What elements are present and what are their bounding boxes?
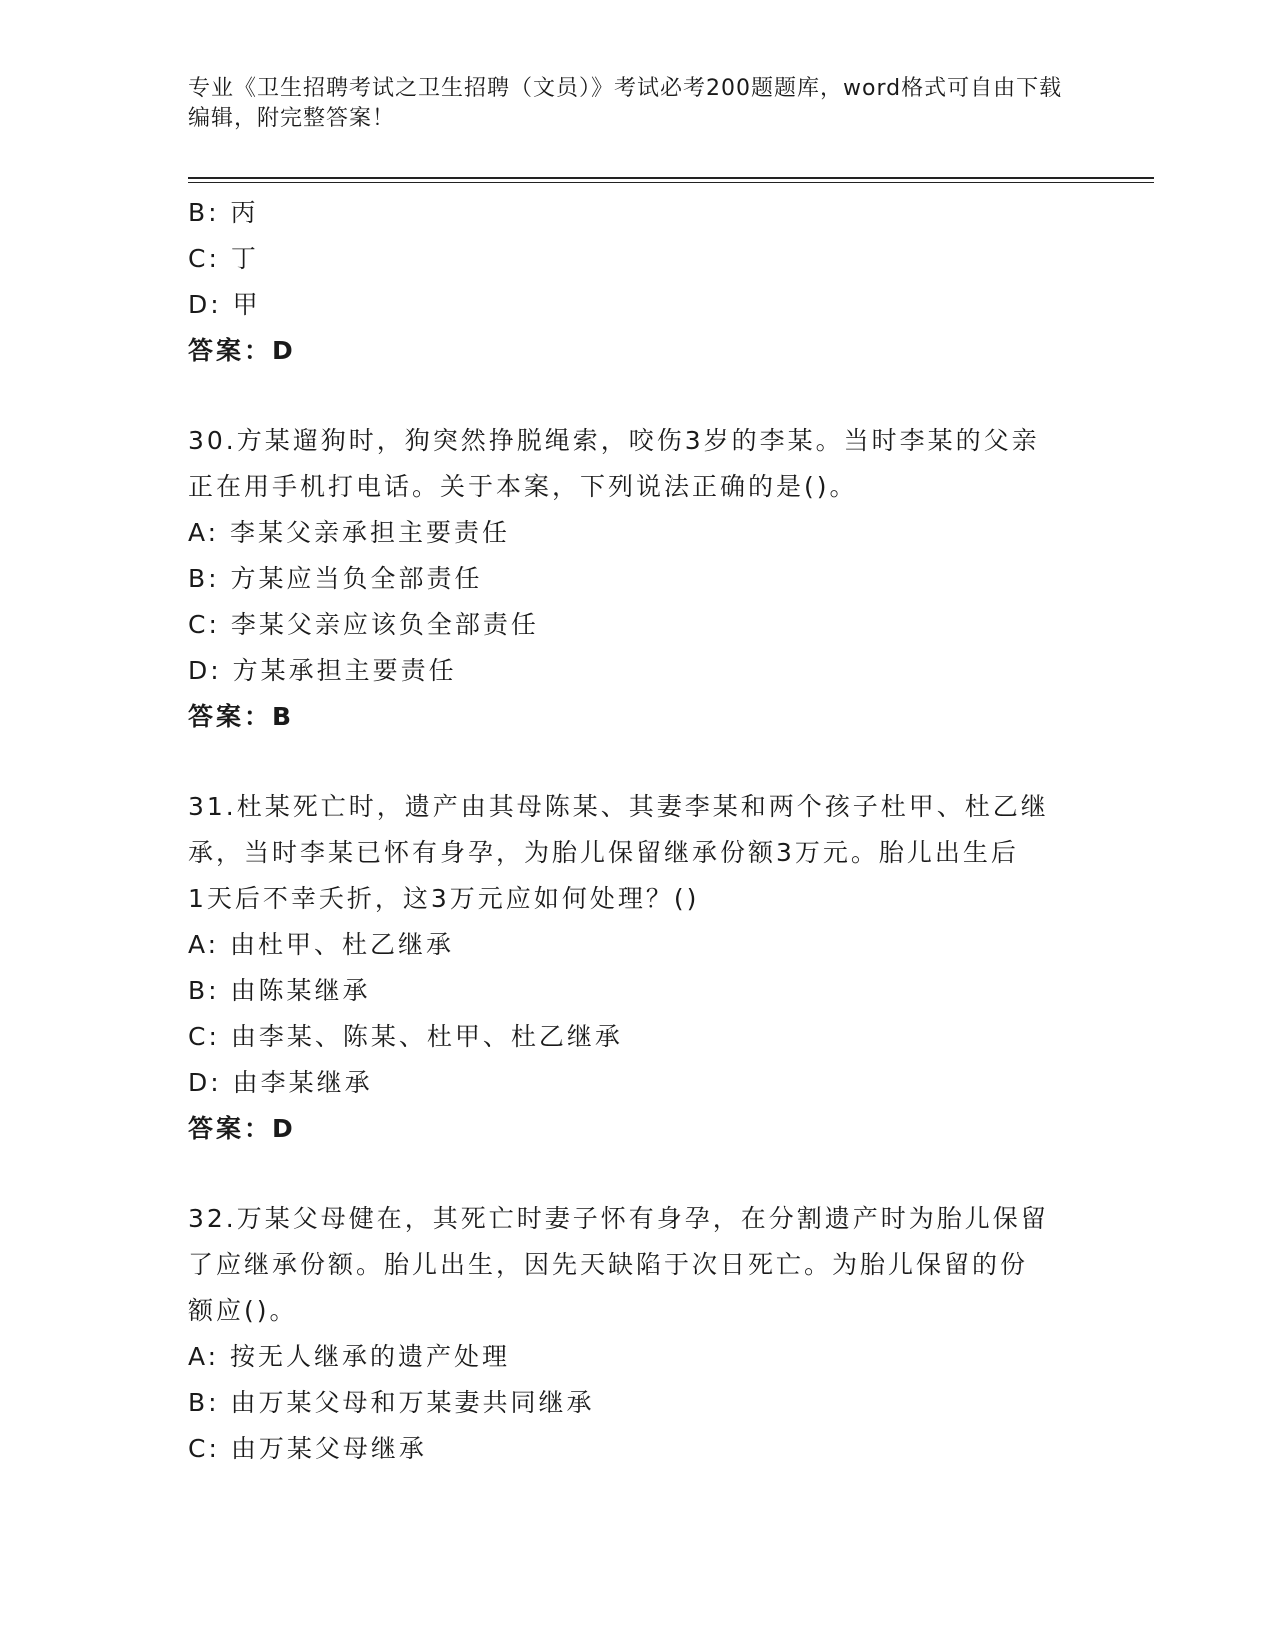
question-stem-line: 承，当时李某已怀有身孕，为胎儿保留继承份额3万元。胎儿出生后 xyxy=(188,838,1019,867)
option-letter: C: xyxy=(188,1022,220,1051)
option-line xyxy=(188,282,1088,328)
option-line xyxy=(188,510,1088,556)
option-line xyxy=(188,602,1088,648)
option-letter: B: xyxy=(188,976,220,1005)
option-letter: B: xyxy=(188,198,220,227)
option-line xyxy=(188,1334,1088,1380)
option-text: 由万某父母继承 xyxy=(230,1434,427,1463)
question-stem-line: 31.杜某死亡时，遗产由其母陈某、其妻李某和两个孩子杜甲、杜乙继 xyxy=(188,792,1049,821)
document-body xyxy=(188,190,1088,1472)
option-letter: B: xyxy=(188,1388,220,1417)
option-text: 丁 xyxy=(230,244,259,273)
option-line xyxy=(188,236,1088,282)
option-text: 甲 xyxy=(232,290,261,319)
option-letter: D: xyxy=(188,656,222,685)
option-text: 由李某、陈某、杜甲、杜乙继承 xyxy=(230,1022,623,1051)
option-text: 李某父亲承担主要责任 xyxy=(230,518,511,547)
spacer xyxy=(188,740,1088,784)
option-text: 丙 xyxy=(230,198,259,227)
question-stem-line: 32.万某父母健在，其死亡时妻子怀有身孕，在分割遗产时为胎儿保留 xyxy=(188,1204,1049,1233)
spacer xyxy=(188,374,1088,418)
option-line xyxy=(188,1380,1088,1426)
answer-line: 答案：D xyxy=(188,336,296,365)
option-line xyxy=(188,648,1088,694)
option-letter: C: xyxy=(188,1434,220,1463)
answer-line: 答案：B xyxy=(188,702,295,731)
question-stem-line: 1天后不幸夭折，这3万元应如何处理？() xyxy=(188,884,700,913)
option-letter: D: xyxy=(188,290,222,319)
document-header: 专业《卫生招聘考试之卫生招聘（文员）》考试必考200题题库，word格式可自由下载编辑，附完整答案！ xyxy=(188,76,1063,131)
option-text: 由李某继承 xyxy=(232,1068,373,1097)
option-line xyxy=(188,190,1088,236)
option-letter: D: xyxy=(188,1068,222,1097)
option-letter: C: xyxy=(188,244,220,273)
option-line xyxy=(188,556,1088,602)
question-stem-line: 正在用手机打电话。关于本案，下列说法正确的是()。 xyxy=(188,472,858,501)
option-line xyxy=(188,1426,1088,1472)
option-letter: A: xyxy=(188,930,220,959)
option-letter: B: xyxy=(188,564,220,593)
option-text: 由万某父母和万某妻共同继承 xyxy=(230,1388,595,1417)
option-line xyxy=(188,1060,1088,1106)
option-text: 由杜甲、杜乙继承 xyxy=(230,930,455,959)
question-stem-line: 30.方某遛狗时，狗突然挣脱绳索，咬伤3岁的李某。当时李某的父亲 xyxy=(188,426,1040,455)
option-line xyxy=(188,968,1088,1014)
option-text: 方某应当负全部责任 xyxy=(230,564,483,593)
question-stem-line: 额应()。 xyxy=(188,1296,298,1325)
header-rule-thick xyxy=(188,177,1154,179)
option-text: 方某承担主要责任 xyxy=(232,656,457,685)
question-stem-line: 了应继承份额。胎儿出生，因先天缺陷于次日死亡。为胎儿保留的份 xyxy=(188,1250,1029,1279)
option-text: 按无人继承的遗产处理 xyxy=(230,1342,511,1371)
option-line xyxy=(188,922,1088,968)
option-letter: A: xyxy=(188,518,220,547)
option-letter: C: xyxy=(188,610,220,639)
header-rule-thin xyxy=(188,182,1154,183)
answer-line: 答案：D xyxy=(188,1114,296,1143)
option-text: 由陈某继承 xyxy=(230,976,371,1005)
option-text: 李某父亲应该负全部责任 xyxy=(230,610,539,639)
option-line xyxy=(188,1014,1088,1060)
option-letter: A: xyxy=(188,1342,220,1371)
spacer xyxy=(188,1152,1088,1196)
